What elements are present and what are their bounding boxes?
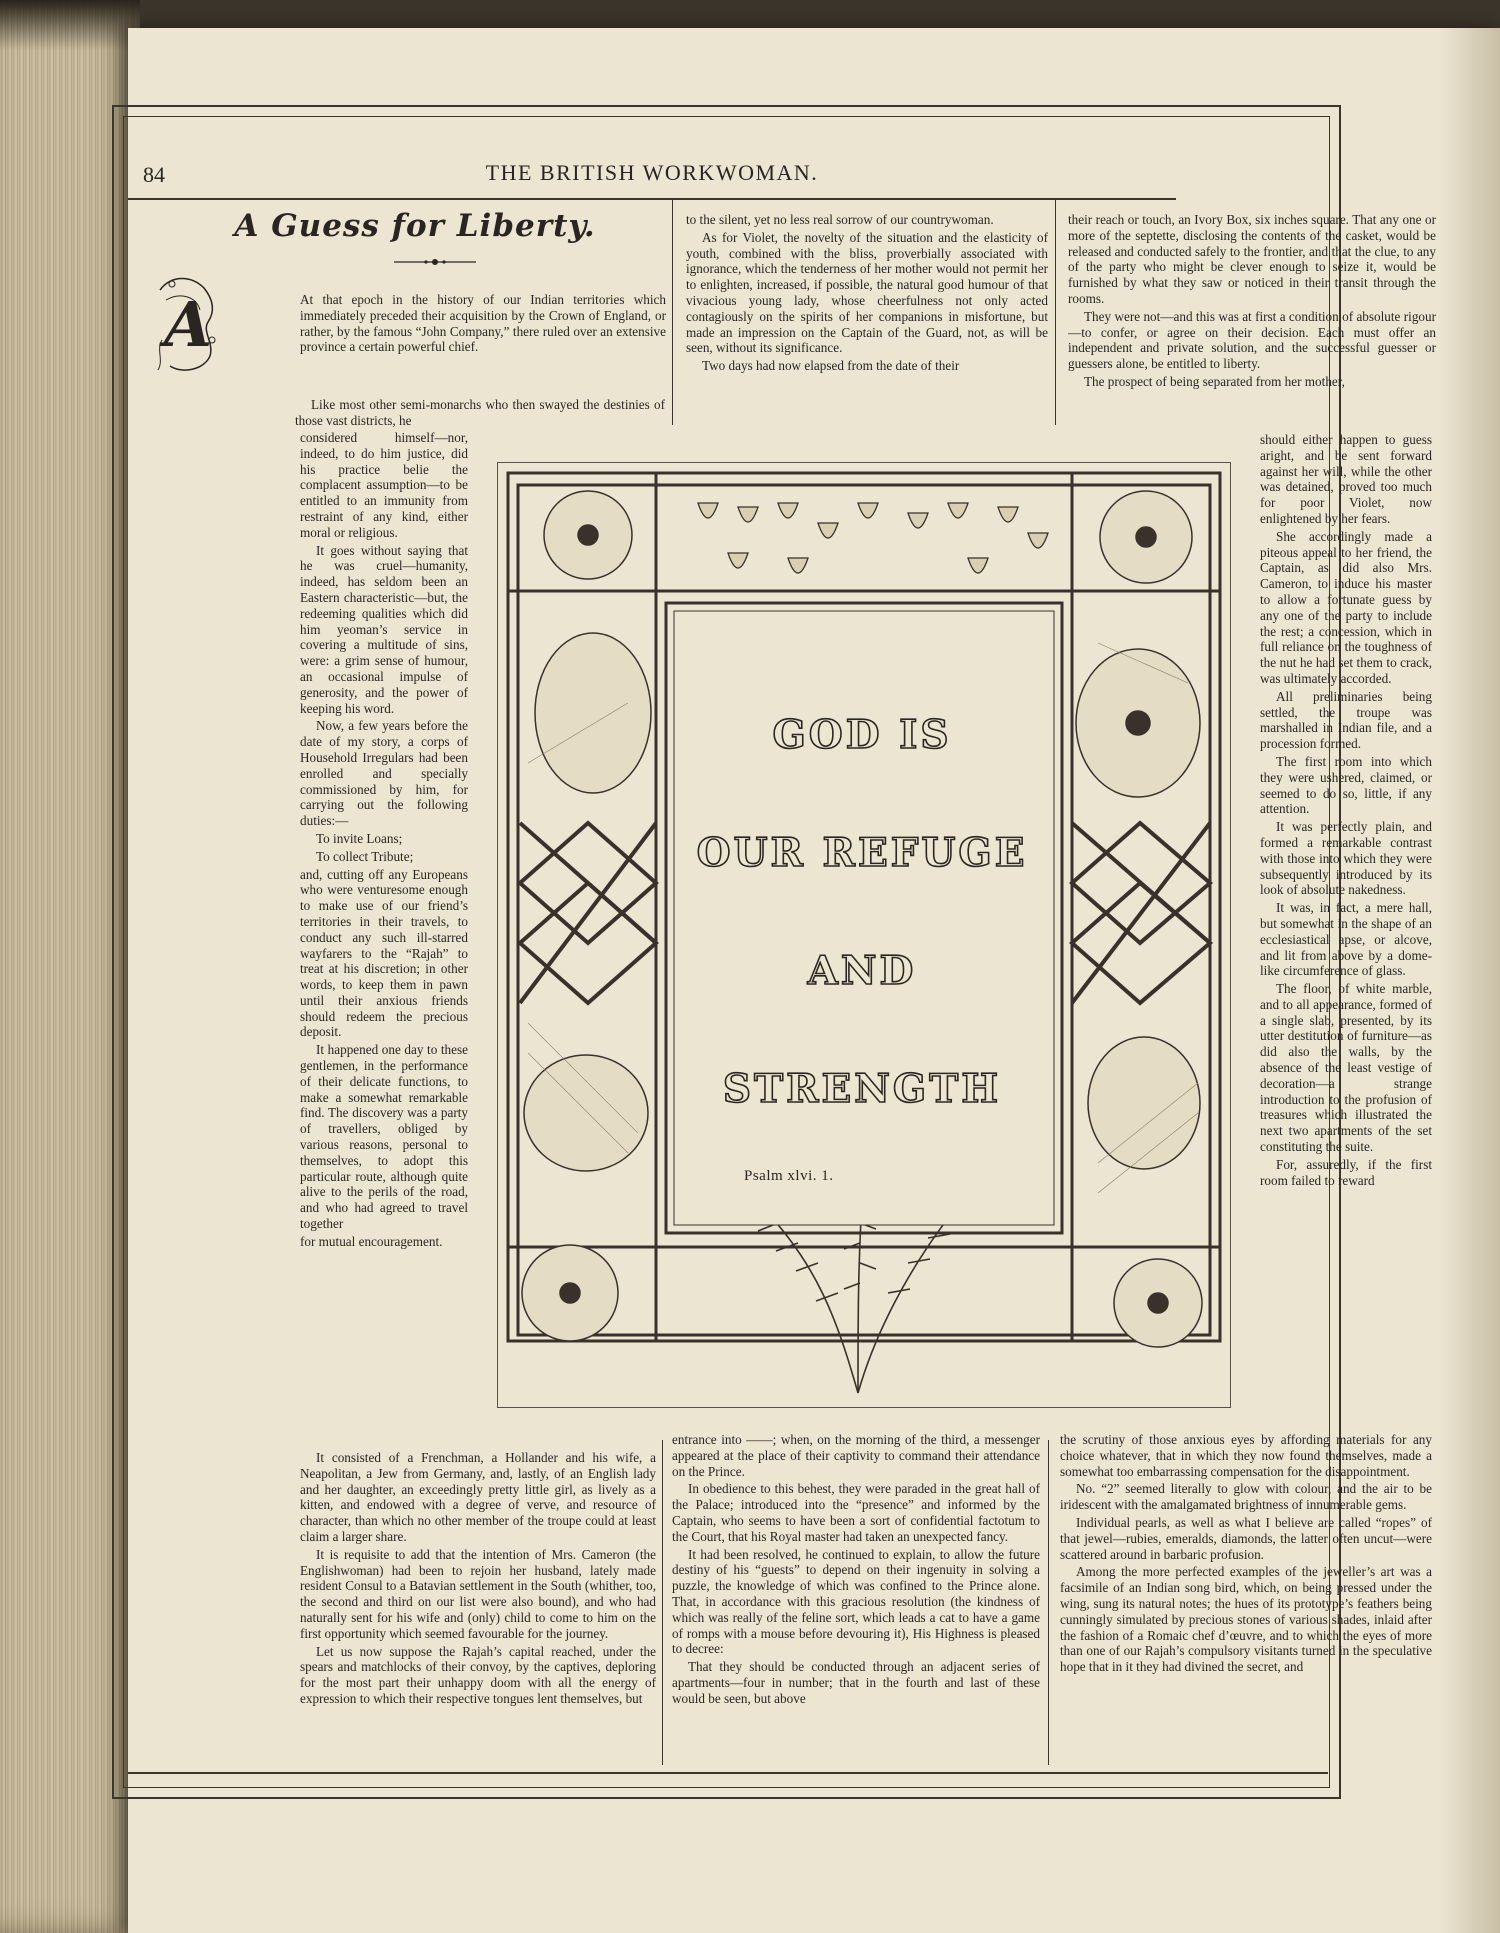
paragraph: As for Violet, the novelty of the situation and the elasticity of youth, combined with the bliss, proverbially associated with ignorance, which the tenderness of her mother would not permit her to enlighten, increased, if possible, the natural good humour of that vivacious young lady, whose cheerfulness not only acted contagiously on the spirits of her companions in misfortune, but made an impression on the Captain of the Guard, not, as will be seen, without its significance. — [686, 229, 1048, 356]
paragraph: The first room into which they were ushered, claimed, or seemed to do so, little, if any attention. — [1260, 753, 1432, 817]
column-1-top — [300, 292, 666, 388]
title-ornament — [390, 255, 480, 269]
paragraph: They were not—and this was at first a condition of absolute rigour—to confer, or agree on their decision. Each must offer an independent and private solution, and the successful guesser or guessers alone, be entitled to liberty. — [1068, 308, 1436, 372]
column-rule-right-bottom — [1048, 1440, 1049, 1765]
paragraph: the scrutiny of those anxious eyes by affording materials for any choice whatever, that in which they now found themselves, made a somewhat too embarrassing compensation for the disappointment. — [1060, 1432, 1432, 1479]
paragraph: Among the more perfected examples of the jeweller’s art was a facsimile of an Indian song bird, which, on being pressed under the wing, sung its natural notes; the hues of its prototype’s feathers being cunningly simulated by precious stones of various shades, inlaid after the fashion of a Romaic chef d’œuvre, and to which the eyes of more than one of our Rajah’s compulsory visitants turned in the speculative hope that in it they had divined the secret, and — [1060, 1564, 1432, 1675]
paragraph: To invite Loans; — [316, 830, 403, 846]
plate-line-4: STRENGTH — [722, 1066, 1002, 1112]
column-2-top — [686, 212, 1048, 434]
plate-line-3: AND — [807, 948, 917, 994]
paragraph: That they should be conducted through an adjacent series of apartments—four in number; that in the fourth and last of these would be seen, but above — [672, 1659, 1040, 1706]
paragraph: It is requisite to add that the intention of Mrs. Cameron (the Englishwoman) had been to rejoin her husband, lately made resident Consul to a Batavian settlement in the South (whither, too, the second and third on our list were also bound), and who had naturally sent for his wife and (only) child to come to him on the first opportunity which seemed favourable for the journey. — [300, 1546, 656, 1641]
paragraph: It goes without saying that he was cruel—humanity, indeed, has seldom been an Eastern characteristic—but, the redeeming qualities which did him yeoman’s service in covering a multitude of sins, were: a grim sense of humour, an occasional impulse of generosity, and the power of keeping his word. — [300, 542, 468, 716]
paragraph: entrance into ——; when, on the morning of the third, a messenger appeared at the place of their captivity to command their attendance on the Prince. — [672, 1432, 1040, 1479]
scripture-plate-illustration — [497, 462, 1231, 1408]
page-header — [128, 158, 1176, 200]
book-shadow — [0, 0, 140, 50]
paragraph: The prospect of being separated from her mother, — [1084, 373, 1345, 389]
paragraph: for mutual encouragement. — [300, 1233, 443, 1249]
svg-text:A: A — [163, 288, 213, 361]
paragraph: It was, in fact, a mere hall, but somewhat in the shape of an ecclesiastical apse, or alcove, and lit from above by a dome-like circumference of glass. — [1260, 900, 1432, 979]
page-number: 84 — [143, 162, 165, 187]
paragraph: considered himself—nor, indeed, to do him justice, did his practice belie the complacent assumption—to be entitled to an immunity from restraint of any kind, either moral or religious. — [300, 430, 468, 540]
column-rule-right-top — [1055, 200, 1056, 425]
running-head: THE BRITISH WORKWOMAN. — [485, 160, 819, 185]
paragraph: It was perfectly plain, and formed a remarkable contrast with those into which they were subsequently introduced by its look of absolute nakedness. — [1260, 819, 1432, 898]
column-3-bottom — [1060, 1432, 1432, 1767]
plate-line-2: OUR REFUGE — [696, 830, 1028, 876]
paragraph: It happened one day to these gentlemen, in the performance of their delicate functions, to make a somewhat remarkable find. The discovery was a party of travellers, obliged by various reasons, personal to themselves, to adopt this particular route, although quite alive to the perils of the road, and who had agreed to travel together — [300, 1042, 468, 1232]
paragraph: For, assuredly, if the first room failed to reward — [1260, 1156, 1432, 1188]
paragraph: To collect Tribute; — [316, 848, 414, 864]
plate-line-1: GOD IS — [772, 712, 952, 758]
column-2-bottom — [672, 1432, 1040, 1767]
paragraph: It consisted of a Frenchman, a Hollander and his wife, a Neapolitan, a Jew from Germany, and, lastly, of an English lady and her daughter, an exceedingly pretty little girl, as lively as a kitten, and endowed with a degree of verve, and resource of character, than which no other member of the troupe could at least claim a larger share. — [300, 1450, 656, 1544]
column-rule-left-bottom — [662, 1440, 663, 1765]
paragraph: Two days had now elapsed from the date of their — [702, 358, 960, 374]
psalm-citation: Psalm xlvi. 1. — [744, 1168, 834, 1184]
paragraph: All preliminaries being settled, the troupe was marshalled in Indian file, and a procession formed. — [1260, 688, 1432, 752]
paragraph: She accordingly made a piteous appeal to her friend, the Captain, as did also Mrs. Cameron, to induce his master to allow a fortunate guess by any one of the party to include the rest; a concession, which in full reliance on the toughness of the nut he had set them to crack, was ultimately accorded. — [1260, 528, 1432, 686]
paragraph: Like most other semi-monarchs who then swayed the destinies of those vast districts, he — [295, 397, 665, 428]
paragraph: It had been resolved, he continued to explain, to allow the future destiny of his “guests” to depend on their ingenuity in solving a puzzle, the knowledge of which was confined to the Prince alone. That, in accordance with this gracious resolution (the kindness of which was really of the feline sort, which leads a cat to have a game of romps with a mouse before devouring it), His Highness is pleased to decree: — [672, 1546, 1040, 1657]
bottom-rule — [128, 1772, 1328, 1774]
paragraph: In obedience to this behest, they were paraded in the great hall of the Palace; introduced into the “presence” and informed by the Captain, who seems to have been a sort of confidential factotum to the Court, that his Royal master had taken an unexpected fancy. — [672, 1481, 1040, 1544]
page-curl-shade — [1440, 28, 1500, 1933]
paragraph: Now, a few years before the date of my story, a corps of Household Irregulars had been enrolled and specially commissioned by him, for carrying out the following duties:— — [300, 718, 468, 829]
paragraph: Individual pearls, as well as what I believe are called “ropes” of that jewel—rubies, emeralds, diamonds, the latter often uncut—were scattered around in barbaric profusion. — [1060, 1514, 1432, 1562]
article-title: A Guess for Liberty. — [234, 208, 596, 244]
paragraph: No. “2” seemed literally to glow with colour, and the air to be iridescent with the amalgamated brightness of innumerable gems. — [1060, 1481, 1432, 1513]
column-1-bottom — [300, 1450, 656, 1765]
column-3-top — [1068, 212, 1436, 432]
ornamental-drop-cap — [152, 270, 224, 378]
paragraph: their reach or touch, an Ivory Box, six inches square. That any one or more of the septette, disclosing the contents of the casket, would be released and conducted safely to the frontier, and that the clue, to any of the party who might be clever enough to seize it, would be furnished by what they saw or noticed in their transit through the rooms. — [1068, 212, 1436, 306]
paragraph: At that epoch in the history of our Indian territories which immediately preceded their acquisition by the Crown of England, or rather, by the famous “John Company,” there ruled over an extensive province a certain powerful chief. — [300, 292, 666, 355]
paragraph: Let us now suppose the Rajah’s capital reached, under the spears and matchlocks of their convoy, by the captives, deploring for the most part their unhappy doom with all the energy of expression to which their respective tongues lent themselves, but — [300, 1643, 656, 1706]
paragraph: should either happen to guess aright, and be sent forward against her will, while the other was detained, proved too much for poor Violet, now enlightened by her fears. — [1260, 432, 1432, 526]
column-3-narrow — [1260, 432, 1432, 1426]
paragraph: to the silent, yet no less real sorrow of our countrywoman. — [686, 212, 994, 227]
column-1-top-continued — [295, 397, 665, 429]
paragraph: and, cutting off any Europeans who were venturesome enough to make use of our friend’s territories in their travels, to conduct any such ill-starred wayfarers to the “Rajah” to treat at his discretion; in other words, to keep them in pawn until their anxious friends should redeem the precious deposit. — [300, 866, 468, 1040]
column-1-narrow — [300, 430, 468, 1440]
paragraph: The floor, of white marble, and to all appearance, formed of a single slab, presented, by its utter destitution of furniture—as did also the walls, by the absence of the least vestige of decoration—a strange introduction to the profusion of treasures which illustrated the next two apartments of the set constituting the suite. — [1260, 981, 1432, 1155]
